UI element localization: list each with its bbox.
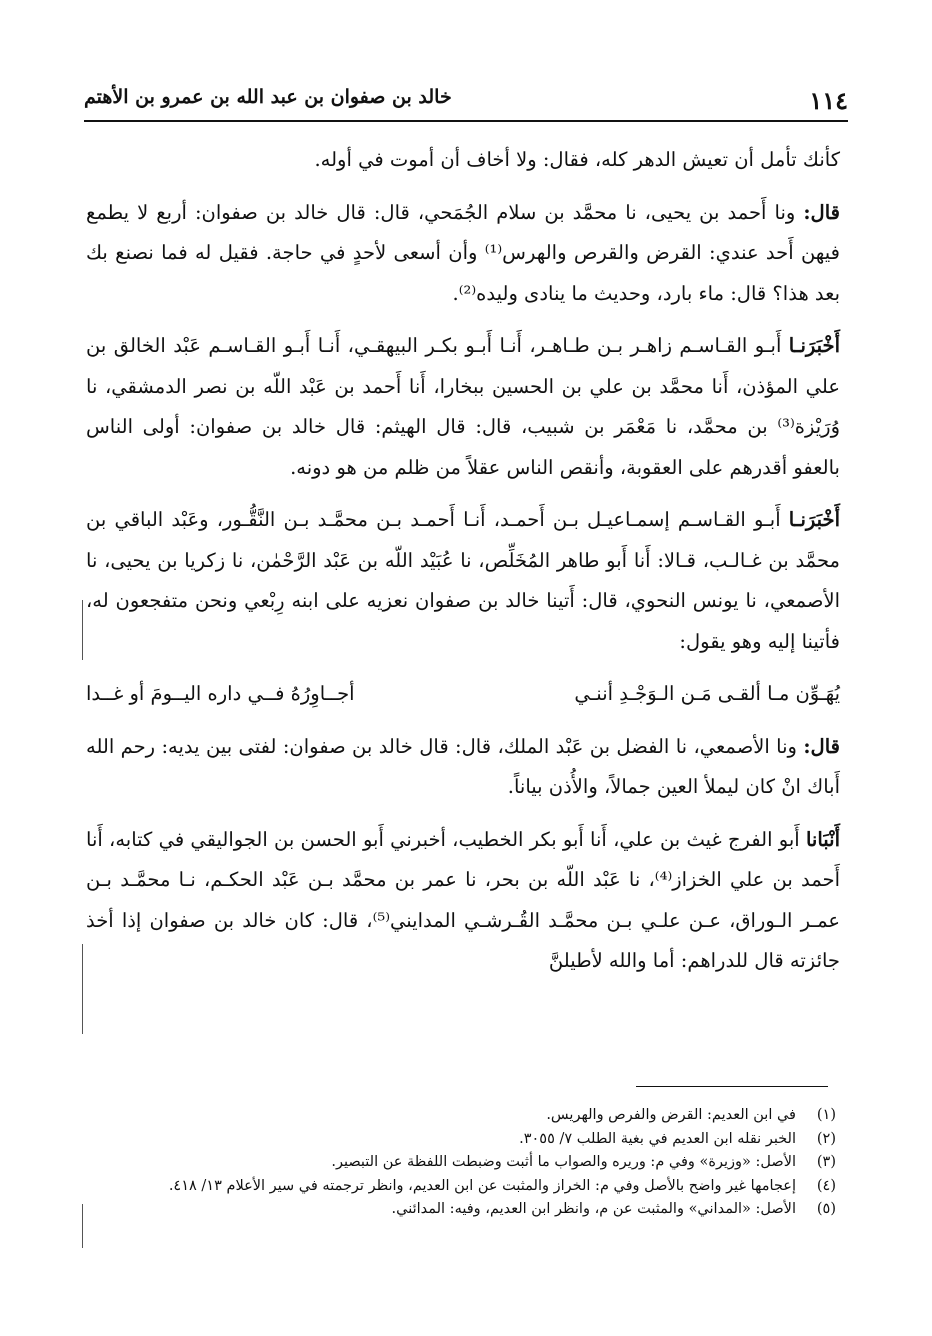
paragraph-4-text: أَبـو القـاسـم إسمـاعيـل بـن أَحمـد، أَنـا أَحمـد بـن محمَّـد بـن النَّقُّـور، وعَبْد الباقي بن محمَّد بن غـالـب، قـالا: أَنا أَبو طاهر المُخَلِّص، نا عُبَيْد اللّه بن عَبْد الرَّحْمٰن، نا زكريا بن يحيى، نا الأصمعي، نا يونس النحوي، قال: أَتينا خالد بن صفوان نعزيه على ابنه رِبْعي ونحن متفجعون له، فأتينا إليه وهو يقول: [86,508,840,653]
verse-second-hemistich: أجــاوِرُهُ فــي داره اليــومَ أو غــدا [86,682,355,705]
running-title: خالد بن صفوان بن عبد الله بن عمرو بن الأهتم [84,86,452,108]
footnote-number: (٣) [816,1154,836,1170]
paragraph-6-lead: أَنْبَانا [805,827,840,851]
paragraph-5 [86,727,840,808]
footnote-number: (٢) [816,1130,836,1147]
margin-mark [82,600,83,660]
footnotes [86,1104,836,1222]
paragraph-5-lead: قال: [803,734,840,758]
margin-mark [82,944,83,1034]
footnote-text: الأصل: «وزيرة» وفي م: وريره والصواب ما أثبت وضبطت اللفظة عن التبصير. [331,1154,796,1170]
footnote [86,1175,836,1199]
footnote [86,1128,836,1152]
footnote-text: الخبر نقله ابن العديم في بغية الطلب ٧/ ٣٠٥٥. [519,1130,796,1147]
paragraph-2-lead: قال: [803,200,840,224]
page-number: ١١٤ [809,86,848,115]
paragraph-4 [86,500,840,662]
paragraph-2-text: ونا أَحمد بن يحيى، نا محمَّد بن سلام الجُمَحي، قال: قال خالد بن صفوان: أربع لا يطمع فيهن أَحد عندي: القرض والقرص والهرس⁽¹⁾ وأن أسعى لأحدٍ في حاجة. فقيل له فما نصنع بك بعد هذا؟ قال: ماء بارد، وحديث ما ينادى وليده⁽²⁾. [86,200,840,305]
paragraph-5-text: ونا الأصمعي، نا الفضل بن عَبْد الملك، قال: قال خالد بن صفوان: لفتى بين يديه: رحم الله أَباك انْ كان ليملأ العين جمالاً، والأُذن بياناً. [86,734,840,798]
footnote-text: في ابن العديم: القرض والفرص والهريس. [546,1107,796,1123]
paragraph-4-lead: أَخْبَرَنـا [788,508,840,531]
footnote-number: (٤) [816,1177,836,1194]
paragraph-3 [86,326,840,488]
paragraph-2 [86,193,840,315]
footnote-number: (١) [816,1107,836,1123]
footnote [86,1104,836,1128]
paragraph-6 [86,820,840,982]
margin-mark [82,1204,83,1248]
footnote-text: الأصل: «المداني» والمثبت عن م، وانظر ابن العديم، وفيه: المدائني. [391,1201,796,1217]
footnote-separator [636,1086,828,1087]
footnote [86,1151,836,1175]
paragraph-3-text: أَبـو القـاسـم زاهـر بـن طـاهـر، أَنـا أَبـو بكـر البيهقـي، أَنـا أَبـو القـاسـم عَبْد الخالق بن علي المؤذن، أَنا محمَّد بن علي بن الحسين ببخارا، أَنا أَحمد بن عَبْد اللّه بن نصر الدمشقي، نا وُرَيْزة⁽³⁾ بن محمَّد، نا مَعْمَر بن شبيب، قال: قال الهيثم: قال خالد بن صفوان: أولى الناس بالعفو أقدرهم على العقوبة، وأنقص الناس عقلاً من ظلم من هو دونه. [86,334,840,479]
footnote [86,1198,836,1222]
paragraph-3-lead: أَخْبَرَنـا [788,334,840,357]
paragraph-6-text: أَبو الفرج غيث بن علي، أَنا أَبو بكر الخطيب، أخبرني أَبو الحسن بن الجواليقي في كتابه، أَنا أَحمد بن علي الخزاز⁽⁴⁾، نا عَبْد اللّه بن بحر، نا عمر بن محمَّد بـن عَبْد الحكـم، نـا محمَّـد بـن عمـر الـوراق، عـن علـي بـن محمَّـد القُـرشـي المدايني⁽⁵⁾، قال: كان خالد بن صفوان إذا أخذ جائزته قال للدراهم: أما والله لأطيلنَّ [86,827,840,972]
poetry-verse [86,674,840,715]
body-text [86,140,840,994]
footnote-text: إعجامها غير واضح بالأصل وفي م: الخراز والمثبت عن ابن العديم، وانظر ترجمته في سير الأعلام ١٣/ ٤١٨. [168,1177,796,1194]
page-header [84,80,848,122]
verse-first-hemistich: يُهَـوِّن مـا ألقـى مَـن الـوَجْـدِ أننـي [574,682,840,705]
paragraph-1: كأنك تأمل أن تعيش الدهر كله، فقال: ولا أخاف أن أموت في أوله. [314,148,840,171]
footnote-number: (٥) [816,1201,836,1217]
